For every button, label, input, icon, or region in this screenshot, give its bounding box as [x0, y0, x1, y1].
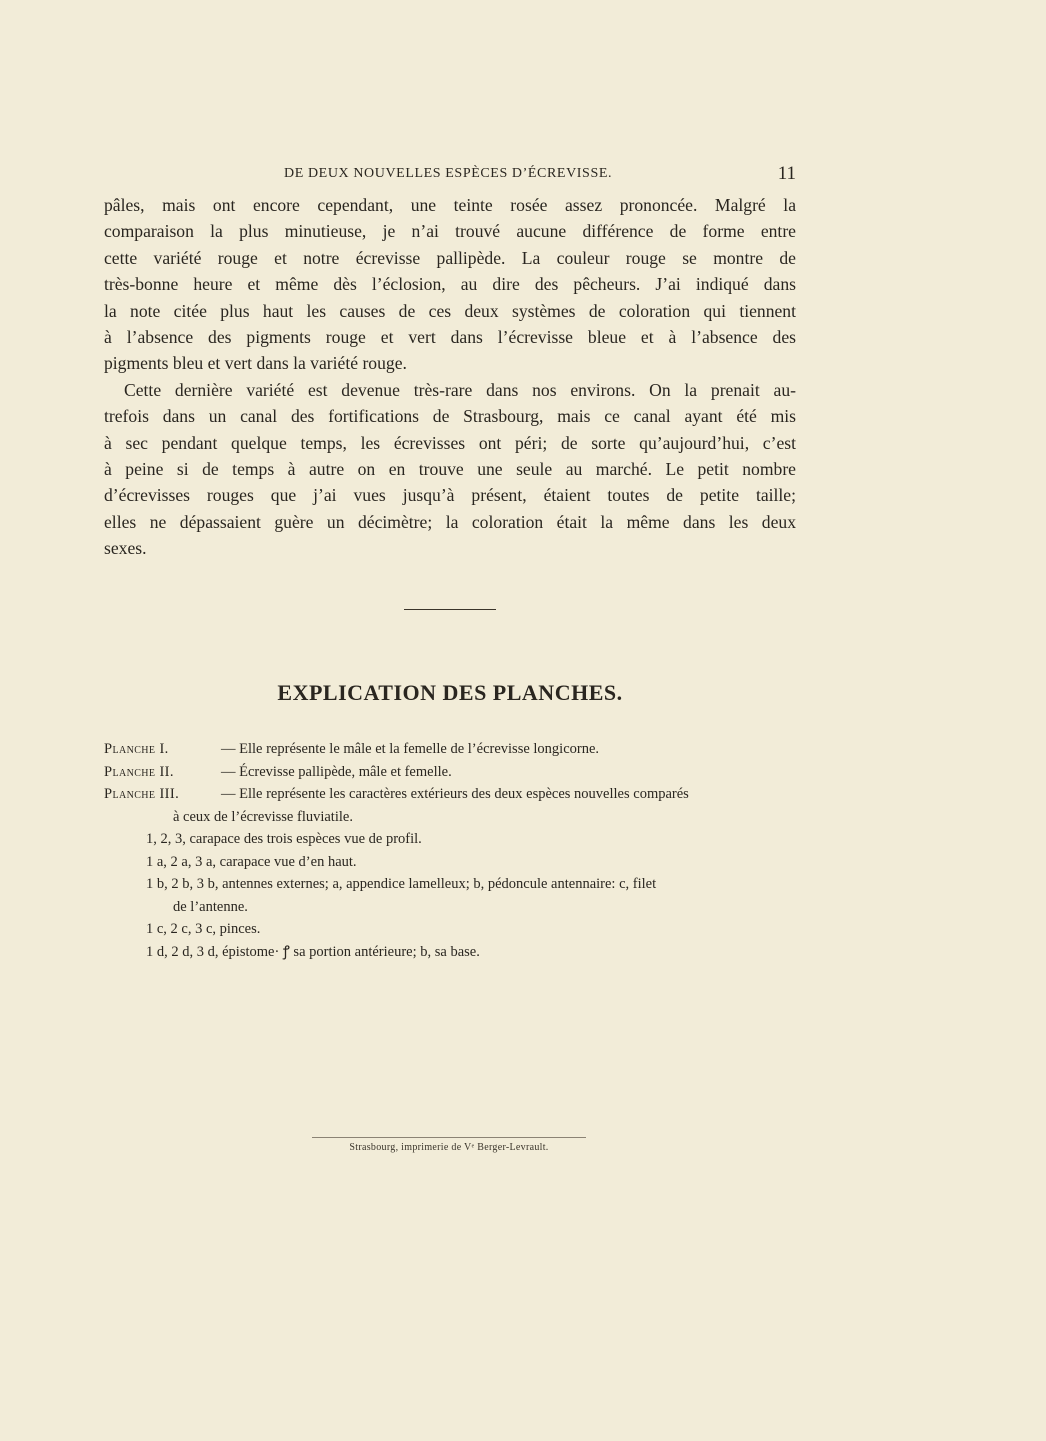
figure-entry: 1 d, 2 d, 3 d, épistome· ꝭ sa portion antérieure; b, sa base. [146, 943, 480, 960]
text-line: elles ne dépassaient guère un décimètre; la coloration était la même dans les deux [104, 511, 796, 532]
body-text [104, 192, 796, 561]
plate-entry [104, 738, 796, 761]
plate-entry [104, 783, 796, 806]
page-number: 11 [777, 163, 796, 184]
plate-entry [104, 761, 796, 784]
text-line: pâles, mais ont encore cependant, une teinte rosée assez prononcée. Malgré la [104, 195, 796, 215]
text-line: cette variété rouge et notre écrevisse pallipède. La couleur rouge se montre de [104, 247, 796, 268]
plate-description-continued: à ceux de l’écrevisse fluviatile. [173, 808, 353, 825]
text-line: la note citée plus haut les causes de ces deux systèmes de coloration qui tiennent [104, 300, 796, 321]
section-divider [404, 609, 496, 610]
plate-description: — Elle représente les caractères extérieurs des deux espèces nouvelles comparés [221, 786, 689, 802]
footer-rule [312, 1137, 586, 1138]
printer-imprint: Strasbourg, imprimerie de Vᵉ Berger-Levrault. [349, 1142, 549, 1153]
text-line: trefois dans un canal des fortifications de Strasbourg, mais ce canal ayant été mis [104, 406, 796, 427]
figure-entry: 1 b, 2 b, 3 b, antennes externes; a, appendice lamelleux; b, pédoncule antennaire: c, filet [146, 876, 657, 892]
figure-entry-continued: de l’antenne. [173, 898, 248, 915]
text-line: Cette dernière variété est devenue très-rare dans nos environs. On la prenait au- [124, 379, 796, 400]
figure-entry: 1, 2, 3, carapace des trois espèces vue de profil. [146, 831, 422, 847]
running-title: DE DEUX NOUVELLES ESPÈCES D’ÉCREVISSE. [284, 166, 613, 181]
plate-label: Planche III. [104, 786, 180, 802]
text-line: à peine si de temps à autre on en trouve une seule au marché. Le petit nombre [104, 458, 796, 479]
text-line: sexes. [104, 538, 147, 559]
plate-label: Planche I. [104, 741, 169, 757]
figure-entry: 1 a, 2 a, 3 a, carapace vue d’en haut. [146, 853, 357, 870]
plate-label: Planche II. [104, 763, 174, 780]
text-line: comparaison la plus minutieuse, je n’ai trouvé aucune différence de forme entre [104, 221, 796, 242]
plate-description: — Écrevisse pallipède, mâle et femelle. [221, 763, 452, 780]
text-line: à sec pendant quelque temps, les écrevisses ont péri; de sorte qu’aujourd’hui, c’est [104, 432, 796, 453]
text-line: pigments bleu et vert dans la variété rouge. [104, 353, 407, 374]
text-line: à l’absence des pigments rouge et vert dans l’écrevisse bleue et à l’absence des [104, 326, 796, 347]
text-line: très-bonne heure et même dès l’éclosion, au dire des pêcheurs. J’ai indiqué dans [104, 274, 796, 295]
plate-description: — Elle représente le mâle et la femelle de l’écrevisse longicorne. [221, 741, 600, 757]
text-line: d’écrevisses rouges que j’ai vues jusqu’à présent, étaient toutes de petite taille; [104, 485, 796, 506]
section-title: EXPLICATION DES PLANCHES. [277, 680, 623, 705]
running-head [104, 163, 796, 187]
plates-list [104, 738, 796, 963]
figure-entry: 1 c, 2 c, 3 c, pinces. [146, 921, 261, 937]
